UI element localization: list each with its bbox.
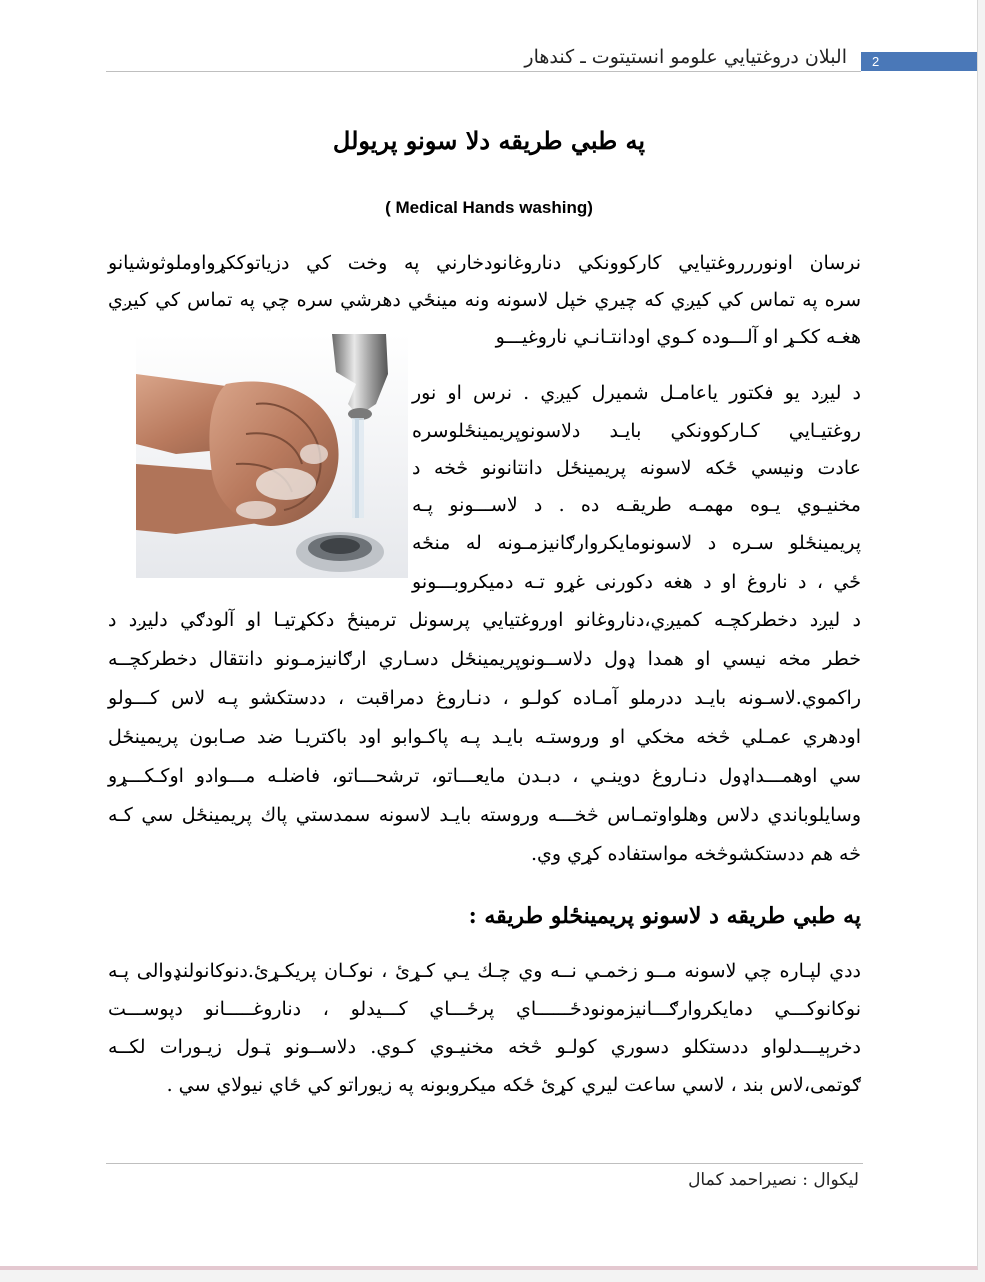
paragraph-1-line: سره په تماس کي کیږي که چیري خپل لاسونه ونه مینځي دهرشي سره چي په تماس کي کیږي bbox=[108, 289, 861, 311]
paragraph-1-line: روغتیـایي کـارکوونکي بایـد دلاسونوپریمینځلوسره bbox=[412, 420, 861, 442]
paragraph-1-line: هغـه ککـړ او آلـــوده کـوي اودانتـانـي ناروغیـــو bbox=[495, 326, 861, 348]
paragraph-2-line: نوکانوکـــي دمایکروارګـــانیزمونودځــــــاي پرځـــاي کـــیدلو ، دناروغـــــانو دپوســـت bbox=[108, 998, 861, 1020]
paragraph-2-line: ګوتمی،لاس بند ، لاسي ساعت لیري کړئ ځکه میکروبونه په زیوراتو کي ځاي نیولاي سي . bbox=[166, 1074, 861, 1096]
section-heading: په طبي طریقه د لاسونو پریمینځلو طریقه : bbox=[468, 903, 861, 929]
paragraph-2-line: ددي لپـاره چي لاسونه مــو زخمـي نــه وي چـك یـي کـړئ ، نوکـان پریکـړئ.دنوکانولنډوالی پـه bbox=[108, 960, 861, 982]
paragraph-1-line: وسایلوباندي دلاس وهلواوتمـاس څخـــه وروسته بایـد لاسونه سمدستي پاك پریمینځل سي کـه bbox=[108, 804, 861, 826]
paragraph-1-line: نرسان اونوررروغتیایي کارکوونکي دناروغانودخارني په وخت کي دزیاتوککړواوملوثوشیانو bbox=[108, 252, 861, 274]
paragraph-1-line: پریمینځلو سـره د لاسونومایکروارګانیزمـونه له منځه bbox=[412, 532, 861, 554]
paragraph-2-line: دخرېیـــدلواو ددستکلو دسوري کولـو څخه مخنیـوي کـوي. دلاســونو ټـول زیـورات لکــه bbox=[108, 1036, 861, 1058]
header-divider bbox=[106, 71, 861, 72]
paragraph-1-line: څه هم ددستکشوڅخه مواستفاده کړي وي. bbox=[530, 843, 861, 865]
paragraph-1-line: ځي ، د ناروغ او د هغه دکورنی غړو تـه دمیکروبـــونو bbox=[412, 571, 861, 593]
header-institute-name: البلان دروغتیایي علومو انستیتوت ـ کندهار bbox=[524, 46, 847, 68]
paragraph-1-line: د لیږد دخطرکچـه کمیږي،دناروغانو اوروغتیایي پرسونل ترمینځ دککړتیـا او آلودګي دلیږد د bbox=[108, 609, 861, 631]
hand-washing-photo bbox=[136, 334, 408, 578]
paragraph-1-line: اودهري عمـلي څخه مخکي او وروستـه بایـد پـه پاکـوابو اود باکتریـا ضد صـابون پریمینځل bbox=[108, 726, 861, 748]
page-number: 2 bbox=[872, 54, 880, 69]
paragraph-1-line: د لیږد یو فکتور یاعامـل شمیرل کیږي . نرس او نور bbox=[412, 382, 861, 404]
paragraph-1-line: عادت ونیسي ځکه لاسونه پریمینځل دانتانونو څخه د bbox=[412, 457, 861, 479]
footer-divider bbox=[106, 1163, 863, 1164]
paragraph-1-line: سي اوهمـــداډول دنـاروغ دوینـي ، دبـدن مایعـــاتو، ترشحـــاتو، فاضلـه مـــوادو اوکـکـــړو bbox=[108, 765, 861, 787]
paragraph-1-line: مخنیـوي یـوه مهمـه طریقـه ده . د لاســـونو پـه bbox=[412, 494, 861, 516]
paragraph-1-line: راکموي.لاسـونه بایـد ددرملو آمـاده کولـو ، دنـاروغ دمراقبت ، ددستکشو پـه لاس کـــولو bbox=[108, 687, 861, 709]
page-subtitle: ( Medical Hands washing) bbox=[385, 198, 593, 217]
paragraph-1-line: خطر مخه نیسي او همدا ډول دلاســونوپریمینځل دسـاري ارګانیزمـونو دانتقال دخطرکچــه bbox=[108, 648, 861, 670]
footer-author: لیکوال : نصیراحمد کمال bbox=[688, 1170, 859, 1190]
page-title: په طبي طریقه دلا سونو پریولل bbox=[332, 126, 646, 155]
